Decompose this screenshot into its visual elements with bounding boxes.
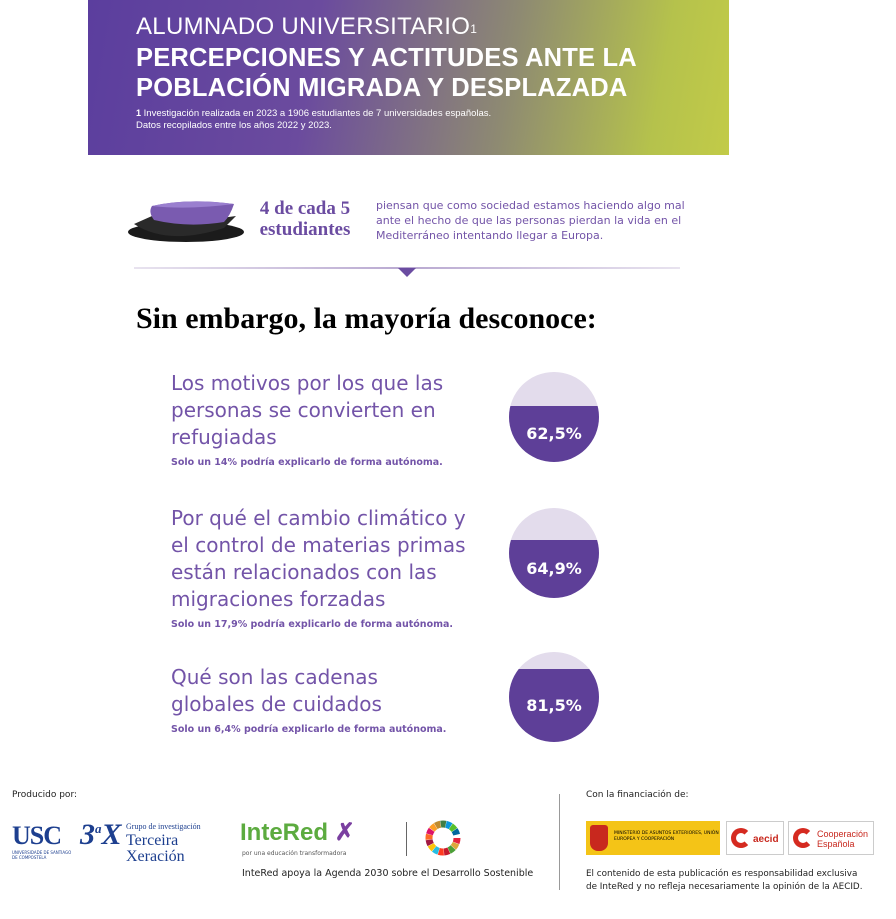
aecid-logo — [726, 821, 784, 855]
percent-pie — [509, 372, 599, 462]
disclaimer — [586, 868, 886, 894]
pie-label: 62,5% — [526, 424, 582, 443]
intered-caption: InteRed apoya la Agenda 2030 sobre el Desarrollo Sostenible — [242, 868, 534, 879]
item-refugee-motives — [171, 370, 501, 468]
aecid-name: aecid — [753, 834, 779, 845]
disclaimer-line-2: de InteRed y no refleja necesariamente la opinión de la AECID. — [586, 882, 863, 892]
funding-label: Con la financiación de: — [586, 790, 689, 800]
produced-by-label: Producido por: — [12, 790, 78, 800]
item-climate-migrations — [171, 505, 501, 630]
aecid-c-icon — [731, 828, 751, 848]
item-note: Solo un 6,4% podría explicarlo de forma autónoma. — [171, 724, 447, 735]
item-title-line: globales de cuidados — [171, 692, 382, 716]
logo-separator — [406, 822, 407, 856]
stat-description-line-2: ante el hecho de que las personas pierdan la vida en el — [376, 214, 682, 227]
stat-block — [128, 188, 688, 248]
item-title-line: el control de materias primas — [171, 533, 466, 557]
item-note: Solo un 17,9% podría explicarlo de forma autónoma. — [171, 619, 454, 630]
disclaimer-line-1: El contenido de esta publicación es responsabilidad exclusiva — [586, 869, 858, 879]
usc-logo — [12, 822, 74, 864]
item-note: Solo un 14% podría explicarlo de forma autónoma. — [171, 457, 443, 468]
cooperacion-logo — [788, 821, 874, 855]
intered-mark-icon: ✗ — [334, 819, 355, 846]
supertitle-note-marker: 1 — [470, 22, 478, 36]
group-name: Terceira Xeración — [126, 832, 185, 865]
item-title-line: personas se convierten en — [171, 398, 436, 422]
item-title-line: Por qué el cambio climático y — [171, 506, 466, 530]
usc-letters: USC — [12, 821, 62, 850]
item-title-line: Los motivos por los que las — [171, 371, 444, 395]
stat-headline-line-2: estudiantes — [259, 219, 351, 240]
spain-crest-icon — [590, 825, 608, 851]
stat-description — [376, 198, 696, 243]
group-label: Grupo de investigación — [126, 822, 201, 831]
usc-subtitle: UNIVERSIDADE DE SANTIAGO DE COMPOSTELA — [12, 850, 72, 860]
stat-headline — [250, 198, 360, 240]
cooperacion-name: Cooperación Española — [817, 829, 869, 849]
ministry-logo — [586, 821, 720, 855]
item-title — [171, 505, 501, 613]
pie-label: 81,5% — [526, 696, 582, 715]
footer-separator — [559, 794, 560, 890]
item-title — [171, 664, 501, 718]
item-care-chains — [171, 664, 501, 735]
header-title-line-1: PERCEPCIONES Y ACTITUDES ANTE LA — [136, 44, 637, 72]
header-title-line-2: POBLACIÓN MIGRADA Y DESPLAZADA — [136, 74, 628, 102]
header-banner — [88, 0, 729, 155]
section-headline: Sin embargo, la mayoría desconoce: — [136, 302, 597, 335]
terceira-xeracion-mark: 3$^a$X — [80, 818, 122, 851]
footnote-marker: 1 — [136, 108, 142, 118]
boat-icon — [128, 194, 248, 244]
header-title — [136, 43, 729, 103]
percent-pie — [509, 508, 599, 598]
stat-description-line-1: piensan que como sociedad estamos haciendo algo mal — [376, 199, 685, 212]
item-title-line: refugiadas — [171, 425, 277, 449]
sdg-wheel-icon — [424, 819, 462, 857]
ministry-text: MINISTERIO DE ASUNTOS EXTERIORES, UNIÓN EUROPEA Y COOPERACIÓN — [614, 831, 719, 842]
stat-description-line-3: Mediterráneo intentando llegar a Europa. — [376, 229, 604, 242]
header-supertitle: ALUMNADO UNIVERSITARIO$^1$ — [136, 13, 478, 40]
cooperacion-c-icon — [793, 828, 813, 848]
intered-logo: InteRed ✗ — [240, 819, 355, 846]
footnote-line-2: Datos recopilados entre los años 2022 y 2023. — [136, 120, 332, 131]
item-title-line: migraciones forzadas — [171, 587, 386, 611]
item-title-line: están relacionados con las — [171, 560, 437, 584]
item-title-line: Qué son las cadenas — [171, 665, 378, 689]
header-footnote — [136, 107, 729, 132]
intered-tagline: por una educación transformadora — [242, 850, 347, 857]
footnote-line-1: Investigación realizada en 2023 a 1906 estudiantes de 7 universidades españolas. — [143, 108, 492, 119]
item-title — [171, 370, 501, 451]
stat-headline-line-1: 4 de cada 5 — [259, 198, 351, 219]
percent-pie — [509, 652, 599, 742]
divider-arrow-icon — [398, 268, 416, 277]
pie-label: 64,9% — [526, 559, 582, 578]
